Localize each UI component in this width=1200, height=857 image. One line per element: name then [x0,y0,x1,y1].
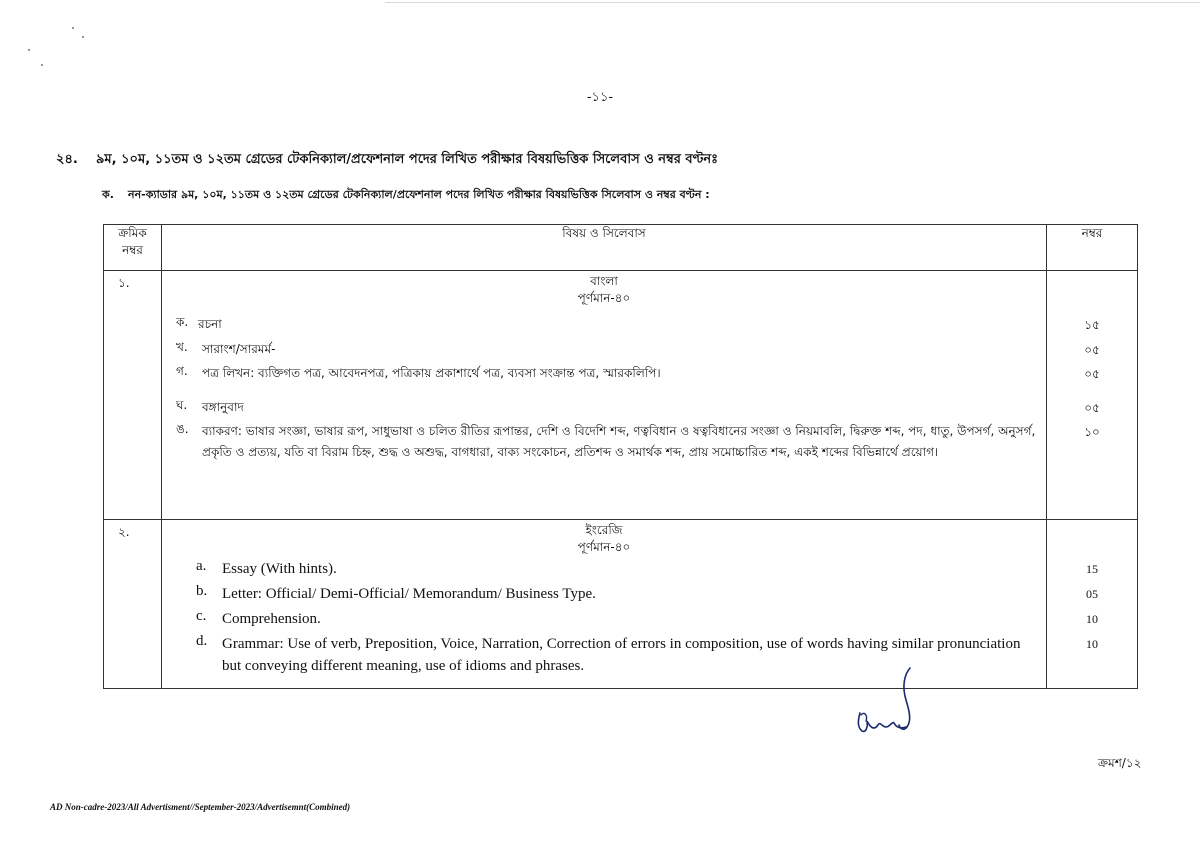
header-serial-line1: ক্রমিক [118,226,147,240]
section-title: ৯ম, ১০ম, ১১তম ও ১২তম গ্রেডের টেকনিক্যাল/প্রফেশনাল পদের লিখিত পরীক্ষার বিষয়ভিত্তিক সিলেবাস ও নম্বর বণ্টনঃ [96,152,719,167]
row-serial: ১. [104,271,162,520]
table-row [104,520,1138,689]
row-subject-cell [162,271,1047,520]
scan-edge-line [385,2,1200,3]
header-marks: নম্বর [1047,225,1138,271]
syllabus-item [162,608,1046,633]
item-marks: 15 [1086,562,1098,576]
item-text: Essay (With hints). [222,561,337,577]
item-label: ক. [176,315,189,329]
subject-title: ইংরেজি [585,523,623,537]
item-marks: ১০ [1084,425,1100,439]
item-marks: ০৫ [1084,343,1100,357]
syllabus-item [162,314,1046,339]
page-number: -১১- [586,90,614,105]
signature [852,665,932,745]
item-label: ঙ. [176,422,189,436]
item-text: রচনা [198,317,222,331]
english-items [162,558,1046,677]
header-subject: বিষয় ও সিলেবাস [162,225,1047,271]
subject-full-marks: পূর্ণমান-৪০ [577,291,631,305]
syllabus-table [103,224,1138,689]
row-serial: ২. [104,520,162,689]
item-marks: ০৫ [1084,367,1100,381]
table-header-row [104,225,1138,271]
item-marks: ১৫ [1084,318,1100,332]
section-number: ২৪. [56,152,78,167]
item-marks: 10 [1086,612,1098,626]
row-marks-cell [1047,271,1138,520]
syllabus-item [162,397,1046,421]
syllabus-item [162,339,1046,363]
item-text: Comprehension. [222,611,321,627]
subject-title: বাংলা [590,274,618,288]
header-serial-line2: নম্বর [122,243,143,257]
subsection-heading [102,186,710,205]
syllabus-item [162,421,1046,463]
item-text: Letter: Official/ Demi-Official/ Memorandum/ Business Type. [222,586,596,602]
item-text: Grammar: Use of verb, Preposition, Voice, Narration, Correction of errors in composition, use of words having similar pronunciation but conveying different meaning, use of idioms and phrases. [222,636,1021,674]
subsection-number: ক. [102,188,114,201]
syllabus-item [162,363,1046,397]
item-label: ঘ. [176,398,188,412]
item-label: d. [196,633,208,649]
item-text: বঙ্গানুবাদ [202,400,244,414]
item-text: সারাংশ/সারমর্ম- [202,342,276,356]
subject-full-marks: পূর্ণমান-৪০ [577,540,631,554]
item-label: a. [196,558,207,574]
item-marks: 05 [1086,587,1098,601]
item-label: খ. [176,340,188,354]
section-heading [56,150,718,171]
item-text: পত্র লিখন: ব্যক্তিগত পত্র, আবেদনপত্র, পত্রিকায় প্রকাশার্থে পত্র, ব্যবসা সংক্রান্ত পত্র, স্মারকলিপি। [202,366,661,380]
item-marks: 10 [1086,637,1098,651]
item-text: ব্যাকরণ: ভাষার সংজ্ঞা, ভাষার রূপ, সাধুভাষা ও চলিত রীতির রূপান্তর, দেশি ও বিদেশি শব্দ, ণত্ববিধান ও ষত্ববিধানের সংজ্ঞা ও নিয়মাবলি, দ্বিরুক্ত শব্দ, পদ, ধাতু, উপসর্গ, অনুসর্গ, প্রকৃতি ও প্রত্যয়, যতি বা বিরাম চিহ্ন, শুদ্ধ ও অশুদ্ধ, বাগধারা, বাক্য সংকোচন, প্রতিশব্দ ও সমার্থক শব্দ, প্রায় সমোচ্চারিত শব্দ, একই শব্দের বিভিন্নার্থে প্রয়োগ। [202,424,1036,459]
subsection-title: নন-ক্যাডার ৯ম, ১০ম, ১১তম ও ১২তম গ্রেডের টেকনিক্যাল/প্রফেশনাল পদের লিখিত পরীক্ষার বিষয়ভিত্তিক সিলেবাস ও নম্বর বণ্টন : [128,188,710,201]
item-label: b. [196,583,208,599]
item-label: গ. [176,364,188,378]
row-subject-cell [162,520,1047,689]
syllabus-item [162,583,1046,608]
header-serial [104,225,162,271]
row-marks-cell [1047,520,1138,689]
item-label: c. [196,608,207,624]
item-marks: ০৫ [1084,401,1100,415]
syllabus-item [162,558,1046,583]
table-row [104,271,1138,520]
continued-label: ক্রমশ/১২ [1098,756,1142,770]
footer-path: AD Non-cadre-2023/All Advertisment//September-2023/Advertisemnt(Combined) [50,802,351,812]
